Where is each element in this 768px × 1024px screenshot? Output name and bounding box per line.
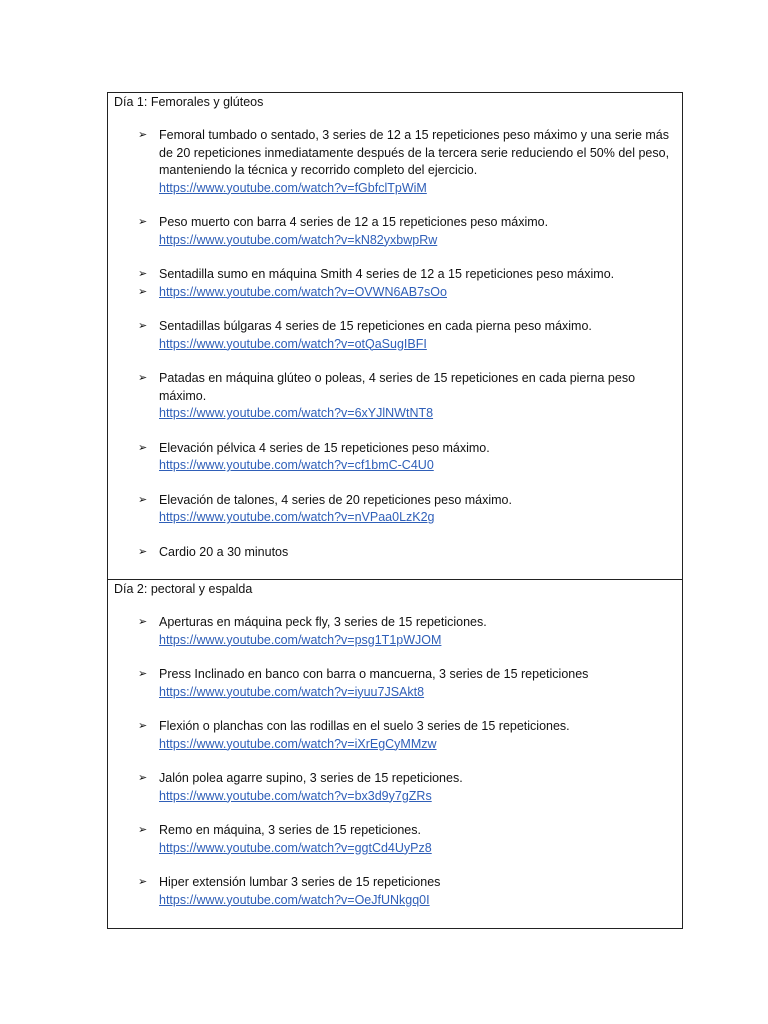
arrow-bullet-icon: ➢ xyxy=(138,216,148,228)
arrow-bullet-icon: ➢ xyxy=(138,320,148,332)
exercise-text: Patadas en máquina glúteo o poleas, 4 series de 15 repeticiones en cada pierna peso máximo. xyxy=(159,371,636,403)
video-link[interactable]: https://www.youtube.com/watch?v=fGbfclTpWiM xyxy=(159,180,427,195)
day-1-exercise-list xyxy=(108,127,682,561)
exercise-text: Sentadilla sumo en máquina Smith 4 series de 12 a 15 repeticiones peso máximo. xyxy=(159,267,615,281)
video-link[interactable]: https://www.youtube.com/watch?v=OVWN6AB7sOo xyxy=(159,284,447,299)
arrow-bullet-icon: ➢ xyxy=(138,668,148,680)
video-link[interactable]: https://www.youtube.com/watch?v=bx3d9y7gZRs xyxy=(159,788,432,803)
video-link[interactable]: https://www.youtube.com/watch?v=psg1T1pWJOM xyxy=(159,632,442,647)
exercise-text: Sentadillas búlgaras 4 series de 15 repeticiones en cada pierna peso máximo. xyxy=(159,319,592,333)
exercise-item xyxy=(108,318,682,353)
exercise-text: Elevación de talones, 4 series de 20 repeticiones peso máximo. xyxy=(159,492,512,507)
exercise-item xyxy=(108,127,682,197)
arrow-bullet-icon: ➢ xyxy=(138,285,148,298)
exercise-item xyxy=(108,770,682,805)
exercise-item xyxy=(108,544,682,562)
exercise-item xyxy=(108,666,682,701)
arrow-bullet-icon: ➢ xyxy=(138,268,148,280)
arrow-bullet-icon: ➢ xyxy=(138,545,148,558)
video-link[interactable]: https://www.youtube.com/watch?v=iXrEgCyMMzw xyxy=(159,736,437,751)
arrow-bullet-icon: ➢ xyxy=(138,720,148,732)
exercise-text: Cardio 20 a 30 minutos xyxy=(159,544,289,559)
video-link[interactable]: https://www.youtube.com/watch?v=ggtCd4UyPz8 xyxy=(159,840,432,855)
workout-table xyxy=(107,92,683,929)
arrow-bullet-icon: ➢ xyxy=(138,772,148,784)
arrow-bullet-icon: ➢ xyxy=(138,129,148,141)
video-link[interactable]: https://www.youtube.com/watch?v=otQaSugIBFI xyxy=(159,336,427,351)
exercise-text: Remo en máquina, 3 series de 15 repeticiones. xyxy=(159,823,421,837)
exercise-item xyxy=(108,370,682,423)
exercise-link-item xyxy=(108,284,682,302)
exercise-text: Elevación pélvica 4 series de 15 repeticiones peso máximo. xyxy=(159,440,490,455)
day-1-row xyxy=(108,93,683,580)
exercise-item xyxy=(108,874,682,909)
exercise-item xyxy=(108,492,682,527)
exercise-text: Jalón polea agarre supino, 3 series de 15 repeticiones. xyxy=(159,771,463,785)
day-2-exercise-list xyxy=(108,614,682,909)
exercise-item xyxy=(108,822,682,857)
day-2-title: Día 2: pectoral y espalda xyxy=(114,582,253,596)
arrow-bullet-icon: ➢ xyxy=(138,616,148,628)
video-link[interactable]: https://www.youtube.com/watch?v=iyuu7JSAkt8 xyxy=(159,684,425,699)
arrow-bullet-icon: ➢ xyxy=(138,824,148,836)
exercise-text: Hiper extensión lumbar 3 series de 15 repeticiones xyxy=(159,875,441,889)
exercise-item xyxy=(108,214,682,249)
video-link[interactable]: https://www.youtube.com/watch?v=OeJfUNkgq0I xyxy=(159,892,430,907)
video-link[interactable]: https://www.youtube.com/watch?v=nVPaa0LzK2g xyxy=(159,510,435,524)
arrow-bullet-icon: ➢ xyxy=(138,372,148,384)
exercise-item xyxy=(108,718,682,753)
day-1-cell xyxy=(108,93,683,580)
day-2-cell xyxy=(108,580,683,929)
exercise-item xyxy=(108,266,682,284)
video-link[interactable]: https://www.youtube.com/watch?v=kN82yxbwpRw xyxy=(159,232,438,247)
video-link[interactable]: https://www.youtube.com/watch?v=6xYJlNWtNT8 xyxy=(159,406,434,420)
day-1-title: Día 1: Femorales y glúteos xyxy=(114,95,264,109)
day-2-row xyxy=(108,580,683,929)
exercise-text: Peso muerto con barra 4 series de 12 a 15 repeticiones peso máximo. xyxy=(159,215,549,229)
exercise-text: Flexión o planchas con las rodillas en el suelo 3 series de 15 repeticiones. xyxy=(159,719,570,733)
exercise-text: Press Inclinado en banco con barra o mancuerna, 3 series de 15 repeticiones xyxy=(159,667,589,681)
exercise-text: Femoral tumbado o sentado, 3 series de 12 a 15 repeticiones peso máximo y una serie más de 20 repeticiones inmediatamente después de la tercera serie reduciendo el 50% del peso, manteniendo la técnica y recorrido completo del ejercicio. xyxy=(159,128,670,177)
exercise-text: Aperturas en máquina peck fly, 3 series de 15 repeticiones. xyxy=(159,615,487,629)
exercise-item xyxy=(108,440,682,475)
arrow-bullet-icon: ➢ xyxy=(138,441,148,454)
arrow-bullet-icon: ➢ xyxy=(138,493,148,506)
video-link[interactable]: https://www.youtube.com/watch?v=cf1bmC-C4U0 xyxy=(159,458,434,472)
arrow-bullet-icon: ➢ xyxy=(138,876,148,888)
exercise-item xyxy=(108,614,682,649)
